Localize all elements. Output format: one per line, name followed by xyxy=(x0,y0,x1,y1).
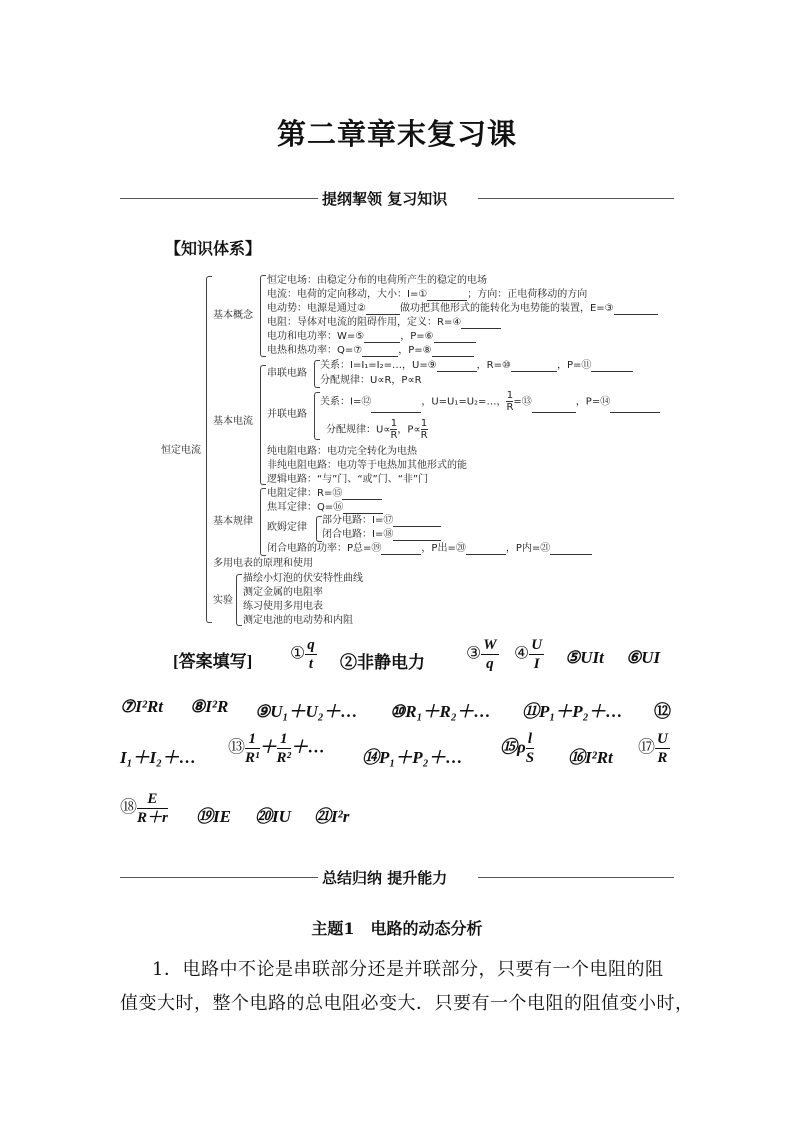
parallel-p-fraction xyxy=(421,418,428,441)
ohm-partial-text: 部分电路：I=⑰ xyxy=(322,515,394,526)
answer-6: ⑥UI xyxy=(626,648,661,667)
fraction-denominator: q xyxy=(486,656,494,672)
answer-17 xyxy=(638,730,670,767)
blank-line xyxy=(437,361,477,372)
blank-line xyxy=(371,402,421,413)
divider-right xyxy=(478,877,674,878)
answer-fraction xyxy=(245,730,260,767)
section-heading-summary: 总结归纳 提升能力 xyxy=(318,867,451,888)
concept-resistance-text: 电阻：导体对电流的阻碍作用，定义：R=④ xyxy=(267,317,462,328)
answer-fraction xyxy=(137,790,168,827)
concept-heat-text: 电热和热功率：Q=⑦ xyxy=(267,345,363,356)
laws-brace xyxy=(260,488,266,556)
root-brace xyxy=(206,276,212,623)
blank-line xyxy=(610,402,660,413)
law-resistance-text: 电阻定律：R=⑮ xyxy=(267,488,343,499)
experiments-brace xyxy=(236,574,242,626)
law-joule-text: 焦耳定律：Q=⑯ xyxy=(267,502,344,513)
answer-number: ③ xyxy=(466,643,482,663)
series-p: ，P=⑪ xyxy=(556,360,592,371)
answer-number: ④ xyxy=(514,643,530,663)
paragraph-line: 值变大时，整个电路的总电阻必变大．只要有一个电阻的阻值变小时， xyxy=(120,993,694,1014)
parallel-relation-text: 关系：I=⑫ xyxy=(320,396,372,408)
answer-11: ⑪P₁＋P₂＋… xyxy=(522,702,623,721)
parallel-p: ，P=⑭ xyxy=(575,396,611,408)
answer-4 xyxy=(514,636,544,673)
fraction-denominator: R xyxy=(657,750,668,766)
fraction-denominator: R¹ xyxy=(245,750,260,766)
answer-10: ⑩R₁＋R₂＋… xyxy=(390,702,491,721)
fraction-numerator: U xyxy=(657,731,668,747)
parallel-distribution-text: 分配规律：U∝ xyxy=(326,424,391,436)
divider-left xyxy=(120,877,320,878)
blank-line xyxy=(466,544,506,555)
concept-resistance xyxy=(267,316,501,329)
fraction-denominator: I xyxy=(533,656,540,672)
concepts-label: 基本概念 xyxy=(213,310,253,321)
parallel-label: 并联电路 xyxy=(267,409,307,420)
answer-fraction xyxy=(529,636,544,673)
fraction-denominator: S xyxy=(525,750,535,766)
blank-line xyxy=(427,290,467,301)
blank-line xyxy=(343,503,383,514)
concept-current xyxy=(267,288,587,301)
divider-right xyxy=(478,198,674,199)
ohm-closed xyxy=(322,528,441,541)
ohm-closed-text: 闭合电路：I=⑱ xyxy=(322,529,394,540)
blank-line xyxy=(364,332,400,343)
multimeter: 多用电表的原理和使用 xyxy=(213,558,313,569)
plus-sign: ＋ xyxy=(259,737,277,757)
answer-fraction xyxy=(655,730,670,767)
fraction-numerator: W xyxy=(483,637,497,653)
answer-12-value: I₁＋I₂＋… xyxy=(120,748,197,767)
concept-work-text: 电功和电功率：W=⑤ xyxy=(267,331,365,342)
concepts-brace xyxy=(260,275,266,357)
fraction-numerator: U xyxy=(531,637,543,653)
fraction-numerator: 1 xyxy=(277,730,292,749)
circuit-label: 基本电流 xyxy=(213,416,253,427)
answer-12: ⑫ xyxy=(654,702,671,721)
fraction-numerator: 1 xyxy=(420,418,428,429)
law-ohm: 欧姆定律 xyxy=(267,522,307,533)
concept-current-dir: ；方向：正电荷移动的方向 xyxy=(467,289,588,300)
blank-line xyxy=(393,516,441,527)
answer-16: ⑯I²Rt xyxy=(568,748,613,767)
answer-9: ⑨U₁＋U₂＋… xyxy=(255,702,358,721)
answer-5: ⑤UIt xyxy=(565,648,604,667)
fraction-denominator: R xyxy=(420,430,428,441)
series-label: 串联电路 xyxy=(267,368,307,379)
paragraph-line: 1．电路中不论是串联部分还是并联部分，只要有一个电阻的阻 xyxy=(152,959,664,980)
blank-line xyxy=(591,361,633,372)
series-r: ，R=⑩ xyxy=(476,360,511,371)
fraction-denominator: R² xyxy=(276,750,292,766)
answer-3 xyxy=(466,636,499,673)
concept-heat-p: ，P=⑧ xyxy=(398,345,432,356)
answer-number: ⑰ xyxy=(638,737,655,757)
blank-line xyxy=(434,332,476,343)
topic-heading: 主题1 电路的动态分析 xyxy=(311,919,483,938)
answer-18 xyxy=(120,790,168,827)
laws-label: 基本规律 xyxy=(213,516,253,527)
fraction-numerator: 1 xyxy=(506,390,514,401)
blank-line xyxy=(511,361,557,372)
non-pure-resistor: 非纯电阻电路：电功等于电热加其他形式的能 xyxy=(267,460,467,471)
ellipsis: ＋… xyxy=(291,737,326,757)
experiment-item: 测定金属的电阻率 xyxy=(243,587,323,598)
fraction-numerator: l xyxy=(526,730,534,749)
fraction-denominator: R xyxy=(506,402,514,413)
answer-8: ⑧I²R xyxy=(190,697,229,716)
experiment-item: 练习使用多用电表 xyxy=(243,601,323,612)
concept-work xyxy=(267,330,476,343)
fraction-denominator: R＋r xyxy=(137,810,168,826)
answer-number: ⑱ xyxy=(120,797,137,817)
answer-14: ⑭P₁＋P₂＋… xyxy=(362,748,463,767)
answer-1 xyxy=(290,636,317,673)
answer-fraction xyxy=(526,730,534,767)
mindmap-root: 恒定电流 xyxy=(161,445,201,456)
fraction-numerator: 1 xyxy=(245,730,260,749)
section-heading-review: 提纲挈领 复习知识 xyxy=(318,188,451,209)
parallel-relation xyxy=(320,390,660,413)
concept-emf-tail: 做功把其他形式的能转化为电势能的装置，E=③ xyxy=(399,303,614,314)
answer-20: ⑳IU xyxy=(255,807,291,826)
answer-label: [答案填写] xyxy=(173,652,253,671)
parallel-r: =⑬ xyxy=(513,396,532,408)
answer-number: ⑬ xyxy=(228,737,245,757)
concept-emf-text: 电动势：电源是通过② xyxy=(267,303,366,314)
series-relation-text: 关系：I=I₁=I₂=…，U=⑨ xyxy=(320,360,437,371)
parallel-distribution xyxy=(326,418,428,441)
answer-number: ① xyxy=(290,643,306,663)
blank-line xyxy=(342,489,382,500)
blank-line xyxy=(362,346,398,357)
fraction-denominator: R xyxy=(390,430,398,441)
concept-field: 恒定电场：由稳定分布的电荷所产生的稳定的电场 xyxy=(267,275,487,286)
ohm-partial xyxy=(322,514,441,527)
series-relation xyxy=(320,359,633,372)
concept-heat xyxy=(267,344,474,357)
law-power-in: ，P内=㉑ xyxy=(505,543,551,554)
parallel-u: ，U=U₁=U₂=…， xyxy=(421,396,507,408)
concept-current-text: 电流：电荷的定向移动，大小：I=① xyxy=(267,289,428,300)
blank-line xyxy=(461,318,501,329)
series-distribution: 分配规律：U∝R，P∝R xyxy=(320,375,422,386)
law-power xyxy=(267,542,592,555)
answer-7: ⑦I²Rt xyxy=(120,697,164,716)
law-power-text: 闭合电路的功率：P总=⑲ xyxy=(267,543,382,554)
answer-fraction xyxy=(481,636,498,673)
blank-line xyxy=(381,544,421,555)
answer-number: ⑮ρ xyxy=(500,737,526,757)
experiments-label: 实验 xyxy=(213,595,233,606)
blank-line xyxy=(393,530,441,541)
fraction-denominator: t xyxy=(308,656,314,672)
blank-line xyxy=(366,304,400,315)
answer-2: ②非静电力 xyxy=(340,653,425,672)
answer-15 xyxy=(500,730,534,767)
blank-line xyxy=(550,544,592,555)
blank-line xyxy=(432,346,474,357)
parallel-p-text: ，P∝ xyxy=(397,424,421,436)
law-power-out: ，P出=⑳ xyxy=(421,543,466,554)
answer-21: ㉑I²r xyxy=(314,807,350,826)
concept-work-p: ，P=⑥ xyxy=(400,331,434,342)
law-joule xyxy=(267,501,383,514)
blank-line xyxy=(532,402,576,413)
circuit-brace xyxy=(260,365,266,485)
answer-13 xyxy=(228,730,325,767)
pure-resistor: 纯电阻电路：电功完全转化为电热 xyxy=(267,446,417,457)
blank-line xyxy=(614,304,658,315)
experiment-item: 测定电池的电动势和内阻 xyxy=(243,615,353,626)
answer-fraction xyxy=(277,730,292,767)
knowledge-system-heading: 【知识体系】 xyxy=(165,239,262,258)
law-resistance xyxy=(267,487,382,500)
experiment-item: 描绘小灯泡的伏安特性曲线 xyxy=(243,573,363,584)
fraction-numerator: 1 xyxy=(390,418,398,429)
divider-left xyxy=(120,198,320,199)
answer-fraction xyxy=(305,636,317,673)
fraction-numerator: E xyxy=(137,790,168,809)
fraction-numerator: q xyxy=(307,637,315,653)
answer-19: ⑲IE xyxy=(196,807,231,826)
logic-circuit: 逻辑电路：“与”门、“或”门、“非”门 xyxy=(267,474,429,485)
concept-emf xyxy=(267,302,658,315)
page-title: 第二章章末复习课 xyxy=(276,117,517,151)
